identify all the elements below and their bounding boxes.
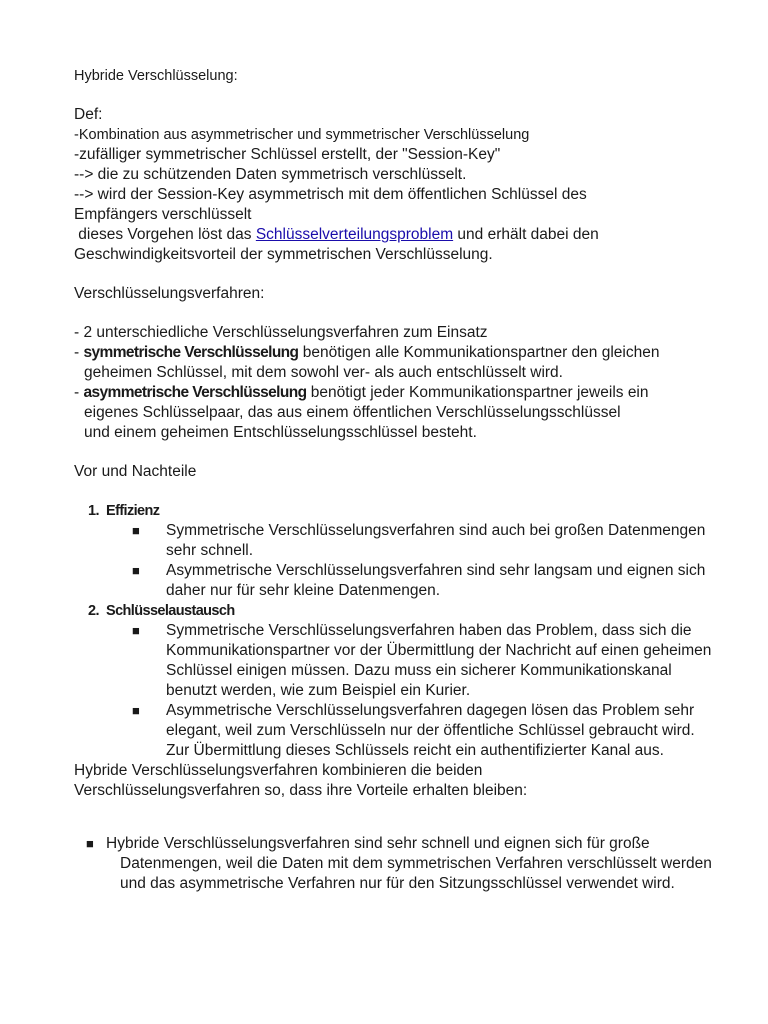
section-title: Schlüsselaustausch xyxy=(106,603,235,619)
procedure-item-continuation: eigenes Schlüsselpaar, das aus einem öffentlichen Verschlüsselungsschlüssel xyxy=(84,404,621,421)
procedures-heading: Verschlüsselungsverfahren: xyxy=(74,285,265,302)
square-bullet-icon: ■ xyxy=(132,703,140,718)
numbered-heading-key-exchange xyxy=(74,601,714,621)
definition-line: --> wird der Session-Key asymmetrisch mit dem öffentlichen Schlüssel des xyxy=(74,186,587,203)
definition-line: Empfängers verschlüsselt xyxy=(74,206,252,223)
list-item xyxy=(74,621,714,701)
definition-line: --> die zu schützenden Daten symmetrisch verschlüsselt. xyxy=(74,166,467,183)
list-item-text: Asymmetrische Verschlüsselungsverfahren dagegen lösen das Problem sehr elegant, weil zum Verschlüsseln nur der öffentliche Schlüssel gebraucht wird. Zur Übermittlung dieses Schlüssels reicht ein authentifizierter Kanal aus. xyxy=(166,702,695,759)
asymmetric-term: asymmetrische Verschlüsselung xyxy=(83,384,307,401)
conclusion-section xyxy=(74,761,714,894)
list-number: 2. xyxy=(88,603,99,619)
list-item xyxy=(74,561,714,601)
key-distribution-link[interactable]: Schlüsselverteilungsproblem xyxy=(255,226,454,243)
procedure-text: benötigt jeder Kommunikationspartner jeweils ein xyxy=(306,384,649,401)
definition-text: dieses Vorgehen löst das xyxy=(74,226,256,243)
conclusion-line: Verschlüsselungsverfahren so, dass ihre Vorteile erhalten bleiben: xyxy=(74,782,528,799)
list-item-text: Asymmetrische Verschlüsselungsverfahren sind sehr langsam und eignen sich daher nur für sehr kleine Datenmengen. xyxy=(166,562,706,599)
conclusion-item-text: Hybride Verschlüsselungsverfahren sind sehr schnell und eignen sich für große Datenmengen, weil die Daten mit dem symmetrischen Verfahren verschlüsselt werden und das asymmetrische Verfahren nur für den Sitzungsschlüssel verwendet wird. xyxy=(106,835,712,892)
square-bullet-icon: ■ xyxy=(132,523,140,538)
definition-heading: Def: xyxy=(74,106,103,123)
procedure-item-continuation: geheimen Schlüssel, mit dem sowohl ver- als auch entschlüsselt wird. xyxy=(84,364,563,381)
definition-section xyxy=(74,105,714,265)
conclusion-list-item xyxy=(74,834,714,894)
list-item xyxy=(74,701,714,761)
square-bullet-icon: ■ xyxy=(132,563,140,578)
list-item-text: Symmetrische Verschlüsselungsverfahren sind auch bei großen Datenmengen sehr schnell. xyxy=(166,522,706,559)
list-item xyxy=(74,521,714,561)
document-page xyxy=(74,66,714,894)
section-title: Effizienz xyxy=(106,503,160,519)
square-bullet-icon: ■ xyxy=(132,623,140,638)
procedure-item-continuation: und einem geheimen Entschlüsselungsschlüssel besteht. xyxy=(84,424,477,441)
document-title: Hybride Verschlüsselung: xyxy=(74,68,238,84)
list-number: 1. xyxy=(88,503,99,519)
dash: - xyxy=(74,344,84,361)
numbered-heading-efficiency xyxy=(74,501,714,521)
proscons-section xyxy=(74,462,714,761)
procedure-item xyxy=(74,383,714,403)
conclusion-line: Hybride Verschlüsselungsverfahren kombinieren die beiden xyxy=(74,762,483,779)
symmetric-term: symmetrische Verschlüsselung xyxy=(83,344,299,361)
procedure-text: benötigen alle Kommunikationspartner den gleichen xyxy=(298,344,660,361)
procedures-section xyxy=(74,284,714,443)
definition-line xyxy=(74,225,714,245)
procedure-item: - 2 unterschiedliche Verschlüsselungsverfahren zum Einsatz xyxy=(74,324,488,341)
list-item-text: Symmetrische Verschlüsselungsverfahren haben das Problem, dass sich die Kommunikationspartner vor der Übermittlung der Nachricht auf einen geheimen Schlüssel einigen müssen. Dazu muss ein sicherer Kommunikationskanal benutzt werden, wie zum Beispiel ein Kurier. xyxy=(166,622,712,699)
procedure-item xyxy=(74,343,714,363)
definition-line: Geschwindigkeitsvorteil der symmetrischen Verschlüsselung. xyxy=(74,246,493,263)
definition-line: -zufälliger symmetrischer Schlüssel erstellt, der "Session-Key" xyxy=(74,146,501,163)
definition-line: -Kombination aus asymmetrischer und symmetrischer Verschlüsselung xyxy=(74,127,530,143)
square-bullet-icon: ■ xyxy=(86,836,94,851)
proscons-heading: Vor und Nachteile xyxy=(74,463,197,480)
definition-text: und erhält dabei den xyxy=(453,226,599,243)
dash: - xyxy=(74,384,84,401)
